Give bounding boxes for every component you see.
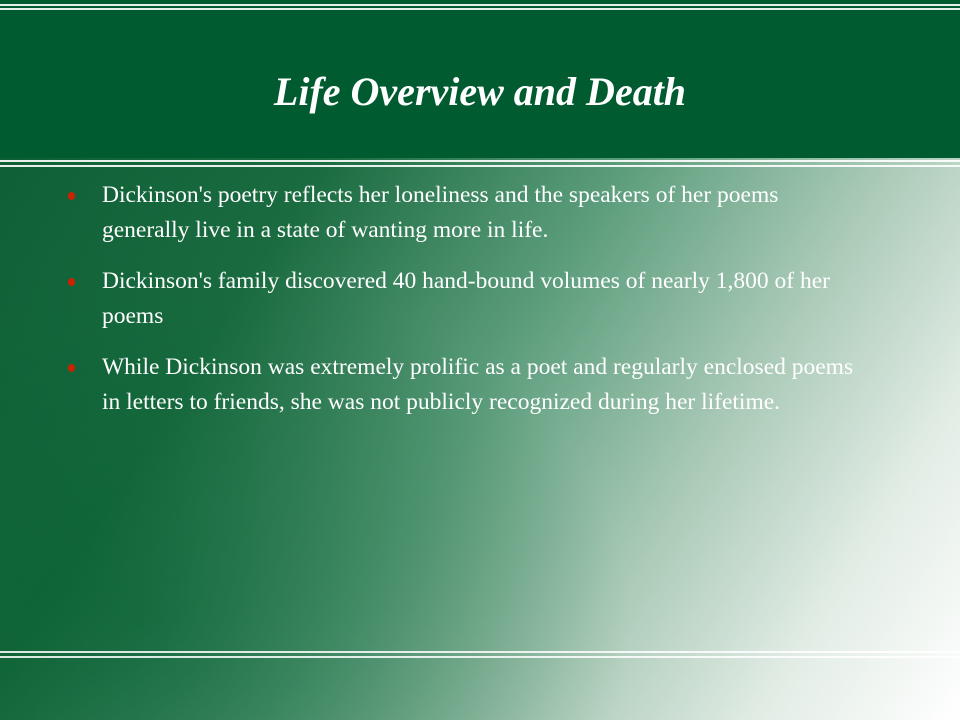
bullet-item	[62, 178, 862, 248]
footer-rule-inner	[0, 656, 960, 658]
title-divider-inner	[0, 165, 960, 167]
bullet-text: Dickinson's poetry reflects her loneliness and the speakers of her poems generally live in a state of wanting more in life.	[102, 182, 779, 243]
bullet-text: While Dickinson was extremely prolific as a poet and regularly enclosed poems in letters to friends, she was not publicly recognized during her lifetime.	[102, 354, 854, 415]
red-dot-bullet-icon	[68, 364, 75, 372]
bullet-text: Dickinson's family discovered 40 hand-bound volumes of nearly 1,800 of her poems	[102, 268, 831, 329]
title-divider	[0, 160, 960, 162]
bullet-item	[62, 264, 862, 334]
footer-rule	[0, 651, 960, 653]
red-dot-bullet-icon	[68, 278, 75, 286]
slide-title: Life Overview and Death	[273, 69, 687, 114]
red-dot-bullet-icon	[68, 192, 75, 200]
bullet-list	[62, 178, 862, 436]
top-rule-inner	[0, 8, 960, 10]
bullet-item	[62, 350, 862, 420]
top-rule	[0, 4, 960, 6]
